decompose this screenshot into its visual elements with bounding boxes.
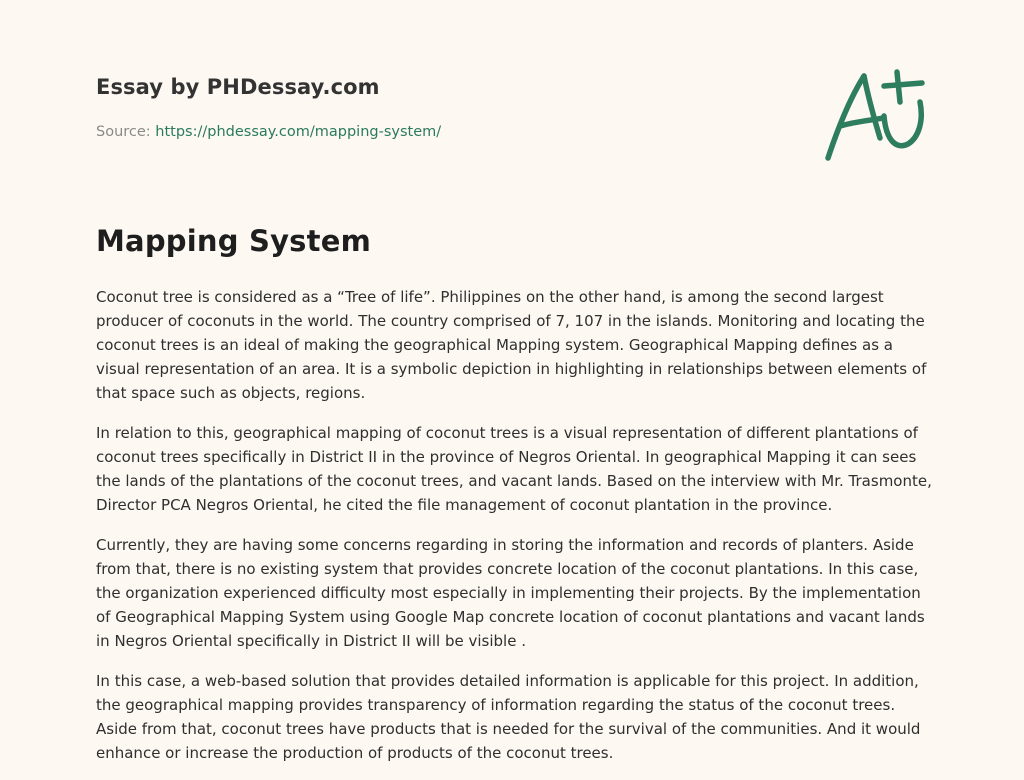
essay-title: Mapping System: [96, 224, 371, 258]
essay-paragraph: In this case, a web-based solution that provides detailed information is applicable for this project. In addition, the geographical mapping provides transparency of information regarding the status of the coconut trees. Aside from that, coconut trees have products that is needed for the survival of the communities. And it would enhance or increase the production of products of the coconut trees.: [96, 672, 921, 762]
essay-paragraph: In relation to this, geographical mapping of coconut trees is a visual representation of different plantations of coconut trees specifically in District II in the province of Negros Oriental. In geographical Mapping it can sees the lands of the plantations of the coconut trees, and vacant lands. Based on the interview with Mr. Trasmonte, Director PCA Negros Oriental, he cited the file management of coconut plantation in the province.: [96, 424, 932, 514]
source-link[interactable]: https://phdessay.com/mapping-system/: [155, 124, 442, 140]
source-line: [96, 124, 441, 140]
a-plus-logo-icon: [818, 66, 932, 166]
site-brand: Essay by PHDessay.com: [96, 75, 380, 99]
essay-paragraph: Coconut tree is considered as a “Tree of life”. Philippines on the other hand, is among the second largest producer of coconuts in the world. The country comprised of 7, 107 in the islands. Monitoring and locating the coconut trees is an ideal of making the geographical Mapping system. Geographical Mapping defines as a visual representation of an area. It is a symbolic depiction in highlighting in relationships between elements of that space such as objects, regions.: [96, 288, 927, 402]
source-label: Source:: [96, 124, 156, 140]
essay-paragraph: Currently, they are having some concerns regarding in storing the information and records of planters. Aside from that, there is no existing system that provides concrete location of the coconut plantations. In this case, the organization experienced difficulty most especially in implementing their projects. By the implementation of Geographical Mapping System using Google Map concrete location of coconut plantations and vacant lands in Negros Oriental specifically in District II will be visible .: [96, 536, 925, 650]
essay-body: [96, 285, 934, 780]
